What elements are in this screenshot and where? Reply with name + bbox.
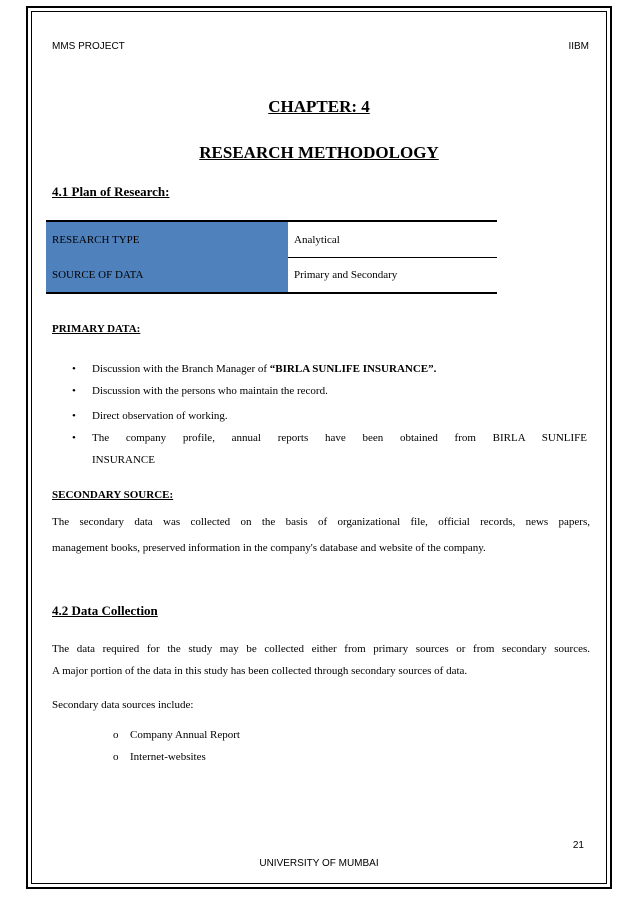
paragraph-line: management books, preserved information in the company's database and website of the company. bbox=[52, 542, 486, 554]
list-item bbox=[72, 427, 587, 471]
header-institute: IIBM bbox=[568, 41, 589, 52]
list-item: o Internet-websites bbox=[113, 746, 240, 768]
table-value-cell: Analytical bbox=[294, 233, 340, 246]
page-number: 21 bbox=[572, 840, 584, 851]
secondary-sources-intro: Secondary data sources include: bbox=[52, 699, 194, 711]
secondary-source-title: SECONDARY SOURCE: bbox=[52, 489, 174, 501]
primary-data-title: PRIMARY DATA: bbox=[52, 323, 141, 335]
list-item-text: Direct observation of working. bbox=[92, 410, 228, 422]
chapter-title: RESEARCH METHODOLOGY bbox=[199, 143, 439, 162]
paragraph-line: A major portion of the data in this study has been collected through secondary sources of data. bbox=[52, 665, 468, 677]
section-plan-title: 4.1 Plan of Research: bbox=[52, 184, 170, 199]
data-collection-paragraph bbox=[52, 638, 590, 682]
chapter-heading: CHAPTER: 4 bbox=[268, 97, 370, 116]
secondary-sources-list bbox=[113, 724, 240, 768]
table-row bbox=[46, 222, 497, 257]
paragraph-line: The secondary data was collected on the basis of organizational file, official records, news papers, bbox=[52, 516, 590, 528]
table-value-cell: Primary and Secondary bbox=[288, 257, 497, 292]
list-item-text: • The company profile, annual reports have been obtained from BIRLA SUNLIFE bbox=[92, 432, 587, 444]
list-item-text: INSURANCE bbox=[92, 454, 155, 466]
header-project: MMS PROJECT bbox=[52, 41, 125, 52]
list-item: o Company Annual Report bbox=[113, 724, 240, 746]
primary-data-list bbox=[72, 358, 592, 471]
list-item bbox=[72, 358, 592, 380]
plan-table bbox=[46, 220, 497, 294]
list-item-text: Discussion with the Branch Manager of bbox=[92, 363, 270, 375]
list-item bbox=[72, 380, 592, 402]
list-item bbox=[72, 405, 592, 427]
paragraph-line: The data required for the study may be collected either from primary sources or from secondary sources. bbox=[52, 643, 590, 655]
company-name: “BIRLA SUNLIFE INSURANCE”. bbox=[269, 363, 437, 375]
section-data-collection-title: 4.2 Data Collection bbox=[52, 603, 158, 618]
table-label-cell: SOURCE OF DATA bbox=[46, 257, 288, 292]
table-row bbox=[46, 257, 497, 292]
list-item-text: Discussion with the persons who maintain the record. bbox=[92, 385, 328, 397]
footer-university: UNIVERSITY OF MUMBAI bbox=[259, 858, 379, 869]
secondary-source-paragraph bbox=[52, 511, 590, 559]
table-label-cell: RESEARCH TYPE bbox=[46, 222, 288, 257]
